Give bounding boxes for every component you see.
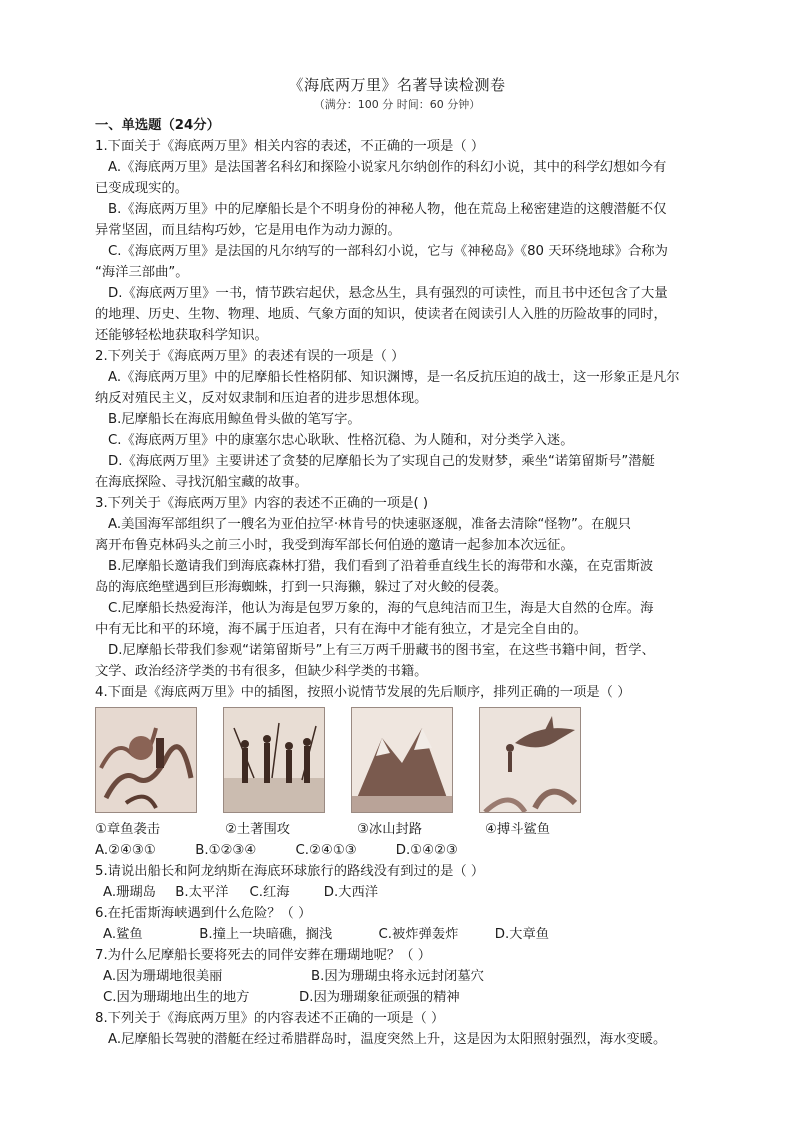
choice-c: C.被炸弹轰炸 xyxy=(378,927,459,942)
question-3 xyxy=(95,493,699,682)
question-stem: 6.在托雷斯海峡遇到什么危险？（ ） xyxy=(95,906,312,921)
caption-1: ①章鱼袭击 xyxy=(95,822,161,837)
choice-a: A.鲨鱼 xyxy=(103,927,143,942)
question-stem: 3.下列关于《海底两万里》内容的表述不正确的一项是( ) xyxy=(95,496,429,511)
choice-d: D.大西洋 xyxy=(323,885,379,900)
answer-choices xyxy=(95,924,699,945)
question-4 xyxy=(95,682,699,861)
option-d-cont: 的地理、历史、生物、物理、地质、气象方面的知识，使读者在阅读引人入胜的历险故事的同时， xyxy=(95,307,667,322)
choice-d: D.①④②③ xyxy=(395,843,458,858)
caption-3: ③冰山封路 xyxy=(357,822,423,837)
option-c-cont: “海洋三部曲”。 xyxy=(95,265,189,280)
option-d: D.《海底两万里》一书，情节跌宕起伏，悬念丛生，具有强烈的可读性，而且书中还包含了大量 xyxy=(108,286,668,301)
option-b-cont: 异常坚固，而且结构巧妙，它是用电作为动力源的。 xyxy=(95,223,401,238)
question-stem: 2.下列关于《海底两万里》的表述有误的一项是（ ） xyxy=(95,349,405,364)
option-b-cont: 岛的海底绝壁遇到巨形海蜘蛛，打到一只海獭，躲过了对火鲛的侵袭。 xyxy=(95,580,508,595)
choice-d: D.因为珊瑚象征顽强的精神 xyxy=(299,990,460,1005)
illustrations xyxy=(95,707,699,815)
option-a-cont: 离开布鲁克林码头之前三小时，我受到海军部长何伯逊的邀请一起参加本次远征。 xyxy=(95,538,574,553)
choice-c: C.红海 xyxy=(249,885,290,900)
option-a: A.尼摩船长驾驶的潜艇在经过希腊群岛时，温度突然上升，这是因为太阳照射强烈，海水变暖。 xyxy=(108,1032,667,1047)
answer-choices xyxy=(95,840,699,861)
iceberg-illustration xyxy=(351,707,453,813)
option-b: B.尼摩船长邀请我们到海底森林打猎，我们看到了沿着垂直线生长的海带和水藻，在克雷斯波 xyxy=(108,559,654,574)
choice-b: B.因为珊瑚虫将永远封闭墓穴 xyxy=(311,969,484,984)
answer-choices xyxy=(95,882,699,903)
question-stem: 8.下列关于《海底两万里》的内容表述不正确的一项是（ ） xyxy=(95,1011,445,1026)
question-8 xyxy=(95,1008,699,1050)
option-d-cont: 在海底探险、寻找沉船宝藏的故事。 xyxy=(95,475,308,490)
choice-a: A.②④③① xyxy=(95,843,156,858)
natives-illustration xyxy=(223,707,325,813)
illustration-captions xyxy=(95,819,699,840)
exam-info: （满分：100 分 时间：60 分钟） xyxy=(313,98,481,111)
octopus-illustration xyxy=(95,707,197,813)
option-b: B.《海底两万里》中的尼摩船长是个不明身份的神秘人物，他在荒岛上秘密建造的这艘潜艇不仅 xyxy=(108,202,667,217)
option-c: C.尼摩船长热爱海洋，他认为海是包罗万象的，海的气息纯洁而卫生，海是大自然的仓库。海 xyxy=(108,601,654,616)
option-d-cont: 文学、政治经济学类的书有很多，但缺少科学类的书籍。 xyxy=(95,664,428,679)
answer-row xyxy=(95,966,699,987)
choice-a: A.因为珊瑚地很美丽 xyxy=(103,969,223,984)
option-a-cont: 已变成现实的。 xyxy=(95,181,189,196)
option-a: A.《海底两万里》中的尼摩船长性格阴郁、知识渊博，是一名反抗压迫的战士，这一形象正是凡尔 xyxy=(108,370,680,385)
choice-b: B.太平洋 xyxy=(175,885,229,900)
question-1 xyxy=(95,136,699,346)
choice-c: C.因为珊瑚地出生的地方 xyxy=(103,990,250,1005)
choice-d: D.大章鱼 xyxy=(494,927,550,942)
answer-row xyxy=(95,987,699,1008)
question-5 xyxy=(95,861,699,903)
option-a: A.美国海军部组织了一艘名为亚伯拉罕·林肯号的快速驱逐舰，准备去清除“怪物”。在舰只 xyxy=(108,517,632,532)
option-d: D.《海底两万里》主要讲述了贪婪的尼摩船长为了实现自己的发财梦，乘坐“诺第留斯号”潜艇 xyxy=(108,454,655,469)
page-title: 《海底两万里》名著导读检测卷 xyxy=(288,76,506,94)
choice-b: B.①②③④ xyxy=(195,843,257,858)
shark-illustration xyxy=(479,707,581,813)
option-c: C.《海底两万里》是法国的凡尔纳写的一部科幻小说，它与《神秘岛》《80 天环绕地球》合称为 xyxy=(108,244,668,259)
question-stem: 4.下面是《海底两万里》中的插图，按照小说情节发展的先后顺序，排列正确的一项是（ ） xyxy=(95,685,631,700)
option-a: A.《海底两万里》是法国著名科幻和探险小说家凡尔纳创作的科幻小说，其中的科学幻想如今有 xyxy=(108,160,667,175)
question-7 xyxy=(95,945,699,1008)
choice-c: C.②④①③ xyxy=(295,843,357,858)
option-c-cont: 中有无比和平的环境，海不属于压迫者，只有在海中才能有独立，才是完全自由的。 xyxy=(95,622,587,637)
choice-b: B.撞上一块暗礁，搁浅 xyxy=(199,927,333,942)
option-b: B.尼摩船长在海底用鲸鱼骨头做的笔写字。 xyxy=(108,412,361,427)
option-c: C.《海底两万里》中的康塞尔忠心耿耿、性格沉稳、为人随和，对分类学入迷。 xyxy=(108,433,574,448)
choice-a: A.珊瑚岛 xyxy=(103,885,156,900)
question-stem: 1.下面关于《海底两万里》相关内容的表述，不正确的一项是（ ） xyxy=(95,139,485,154)
question-6 xyxy=(95,903,699,945)
option-d-cont: 还能够轻松地获取科学知识。 xyxy=(95,328,268,343)
question-stem: 7.为什么尼摩船长要将死去的同伴安葬在珊瑚地呢？（ ） xyxy=(95,948,432,963)
option-a-cont: 纳反对殖民主义，反对奴隶制和压迫者的进步思想体现。 xyxy=(95,391,428,406)
question-2 xyxy=(95,346,699,493)
caption-4: ④搏斗鲨鱼 xyxy=(485,822,551,837)
option-d: D.尼摩船长带我们参观“诺第留斯号”上有三万两千册藏书的图书室，在这些书籍中间，哲学、 xyxy=(108,643,655,658)
question-stem: 5.请说出船长和阿龙纳斯在海底环球旅行的路线没有到过的是（ ） xyxy=(95,864,485,879)
caption-2: ②土著围攻 xyxy=(225,822,291,837)
exam-content xyxy=(95,115,699,1050)
section-heading: 一、单选题（24分） xyxy=(95,118,220,133)
